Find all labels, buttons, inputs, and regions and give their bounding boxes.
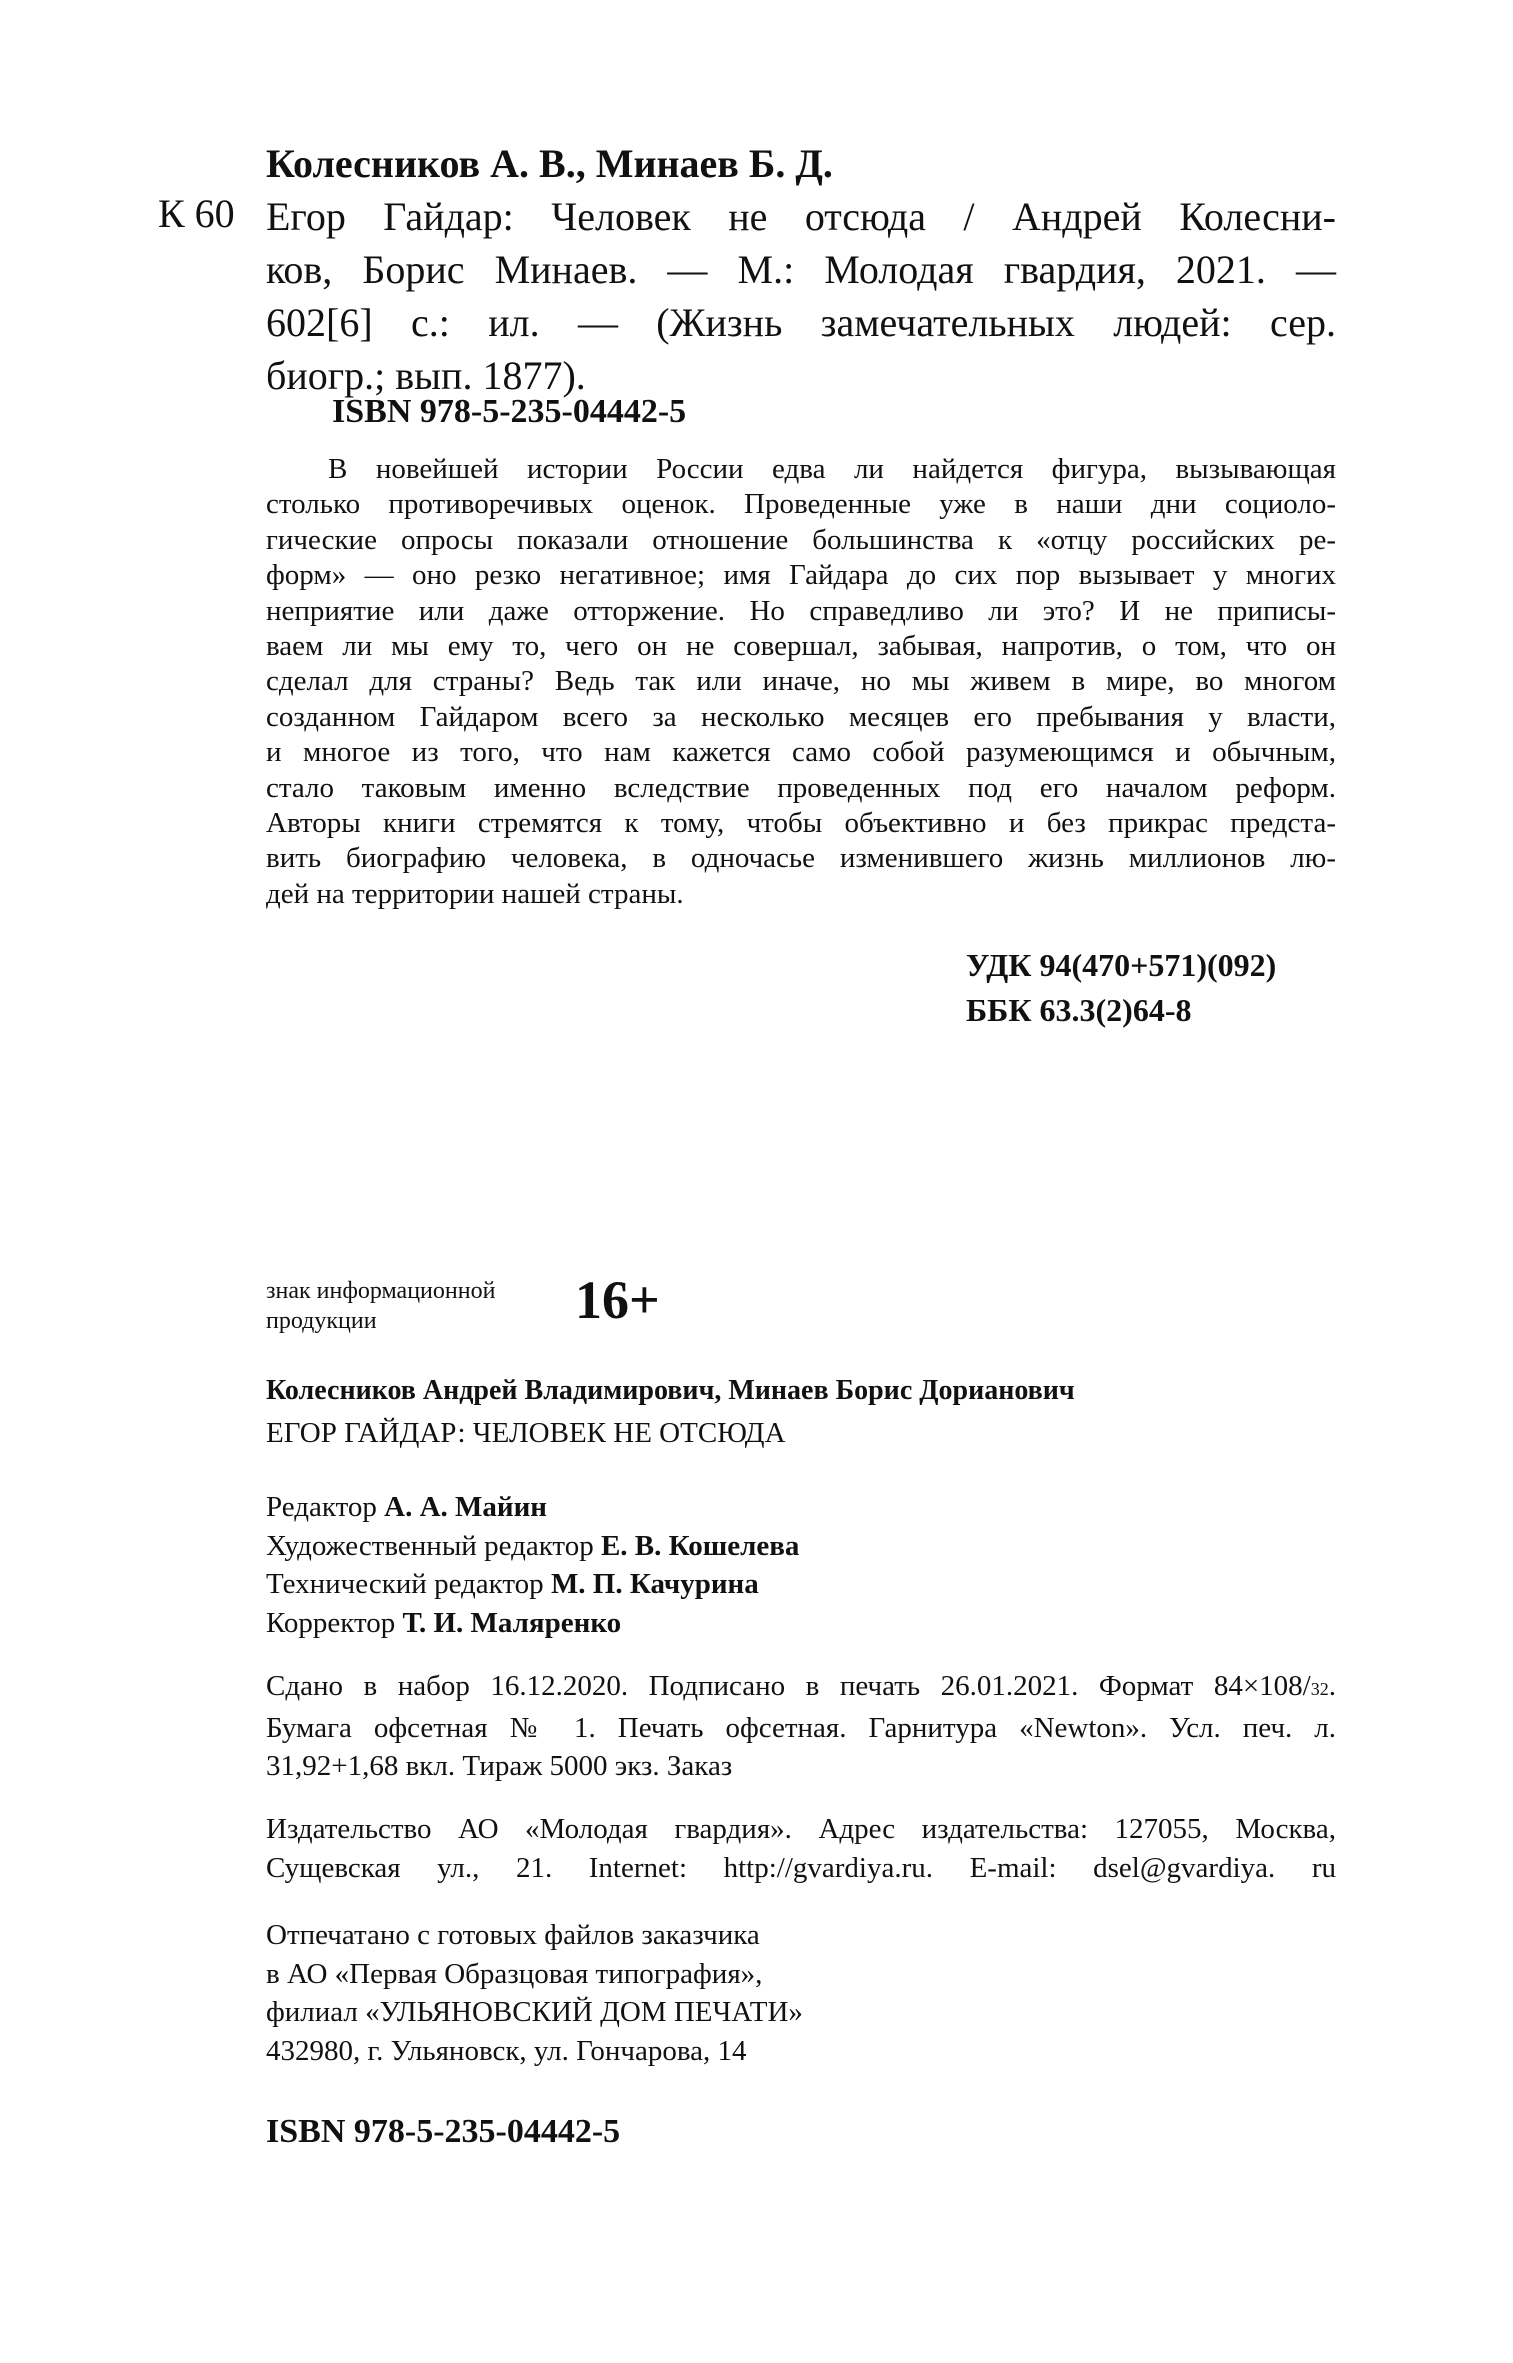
- credit-name: А. А. Майин: [384, 1491, 548, 1523]
- isbn-bottom: ISBN 978-5-235-04442-5: [266, 2113, 621, 2150]
- bib-line: 602[6] с.: ил. — (Жизнь замечательных людей: сер.: [266, 300, 1336, 345]
- bib-line: биогр.; вып. 1877).: [266, 353, 586, 398]
- bib-line: Егор Гайдар: Человек не отсюда / Андрей Колесни-: [266, 194, 1336, 239]
- print-line: [266, 1667, 1336, 1709]
- credit-line: [266, 1565, 799, 1604]
- print-line: Бумага офсетная № 1. Печать офсетная. Гарнитура «Newton». Усл. печ. л.: [266, 1711, 1336, 1744]
- publisher-line: Сущевская ул., 21. Internet: http://gvardiya.ru. E-mail: dsel@gvardiya. ru: [266, 1851, 1336, 1884]
- printer-line: Отпечатано с готовых файлов заказчика: [266, 1919, 760, 1951]
- bbk-code: ББК 63.3(2)64-8: [966, 992, 1192, 1028]
- annotation-line: вить биографию человека, в одночасье изменившего жизнь миллионов лю-: [266, 842, 1336, 875]
- annotation-line: столько противоречивых оценок. Проведенные уже в наши дни социоло-: [266, 488, 1336, 521]
- print-line: 31,92+1,68 вкл. Тираж 5000 экз. Заказ: [266, 1750, 733, 1782]
- credit-role: Технический редактор: [266, 1568, 551, 1600]
- age-rating: 16+: [575, 1270, 660, 1330]
- annotation-line: дей на территории нашей страны.: [266, 877, 684, 910]
- annotation-line: гические опросы показали отношение большинства к «отцу российских ре-: [266, 523, 1336, 556]
- editorial-credits: [266, 1488, 799, 1642]
- credit-role: Редактор: [266, 1491, 385, 1523]
- annotation-line: и многое из того, что нам кажется само собой разумеющимся и обычным,: [266, 736, 1336, 769]
- annotation-line: неприятие или даже отторжение. Но справедливо ли это? И не приписы-: [266, 594, 1336, 627]
- printer-line: 432980, г. Ульяновск, ул. Гончарова, 14: [266, 2034, 747, 2067]
- annotation-line: сделал для страны? Ведь так или иначе, но мы живем в мире, во многом: [266, 665, 1336, 698]
- book-title: ЕГОР ГАЙДАР: ЧЕЛОВЕК НЕ ОТСЮДА: [266, 1417, 786, 1449]
- printer-info: [266, 1916, 803, 2070]
- annotation-line: созданном Гайдаром всего за несколько месяцев его пребывания у власти,: [266, 700, 1336, 733]
- credit-line: [266, 1604, 799, 1643]
- print-line-end: .: [1328, 1670, 1336, 1702]
- credit-name: Т. И. Маляренко: [402, 1606, 622, 1639]
- credit-role: Художественный редактор: [266, 1529, 601, 1562]
- udk-code: УДК 94(470+571)(092): [966, 947, 1277, 983]
- annotation-line: стало таковым именно вследствие проведенных под его началом реформ.: [266, 771, 1336, 804]
- credit-line: [266, 1527, 799, 1566]
- credit-line: [266, 1488, 799, 1527]
- annotation-line: форм» — оно резко негативное; имя Гайдара до сих пор вызывает у многих: [266, 559, 1336, 592]
- print-line-text: Сдано в набор 16.12.2020. Подписано в печать 26.01.2021. Формат 84×108/: [266, 1670, 1311, 1702]
- authors-heading: Колесников А. В., Минаев Б. Д.: [266, 141, 833, 186]
- printer-line: в АО «Первая Образцовая типография»,: [266, 1957, 763, 1990]
- age-rating-label: [266, 1276, 495, 1336]
- credit-name: М. П. Качурина: [550, 1568, 759, 1600]
- age-label-line: продукции: [266, 1308, 377, 1334]
- printer-line: филиал «УЛЬЯНОВСКИЙ ДОМ ПЕЧАТИ»: [266, 1996, 803, 2029]
- full-authors: Колесников Андрей Владимирович, Минаев Борис Дорианович: [266, 1375, 1075, 1406]
- annotation-line: В новейшей истории России едва ли найдется фигура, вызывающая: [328, 453, 1336, 485]
- format-fraction: 32: [1310, 1679, 1329, 1699]
- isbn-top: ISBN 978-5-235-04442-5: [332, 393, 687, 430]
- credit-name: Е. В. Кошелева: [600, 1529, 800, 1562]
- print-details: [266, 1667, 1336, 1786]
- publisher-line: Издательство АО «Молодая гвардия». Адрес издательства: 127055, Москва,: [266, 1813, 1336, 1845]
- bibliographic-description: [266, 190, 1336, 402]
- annotation-line: Авторы книги стремятся к тому, чтобы объективно и без прикрас предста-: [266, 807, 1336, 840]
- credit-role: Корректор: [266, 1606, 403, 1639]
- annotation-line: ваем ли мы ему то, чего он не совершал, забывая, напротив, о том, что он: [266, 630, 1336, 663]
- catalog-code: К 60: [158, 191, 235, 236]
- age-label-line: знак информационной: [266, 1278, 496, 1304]
- publisher-info: [266, 1810, 1336, 1887]
- bib-line: ков, Борис Минаев. — М.: Молодая гвардия, 2021. —: [266, 247, 1336, 292]
- annotation: [266, 452, 1336, 912]
